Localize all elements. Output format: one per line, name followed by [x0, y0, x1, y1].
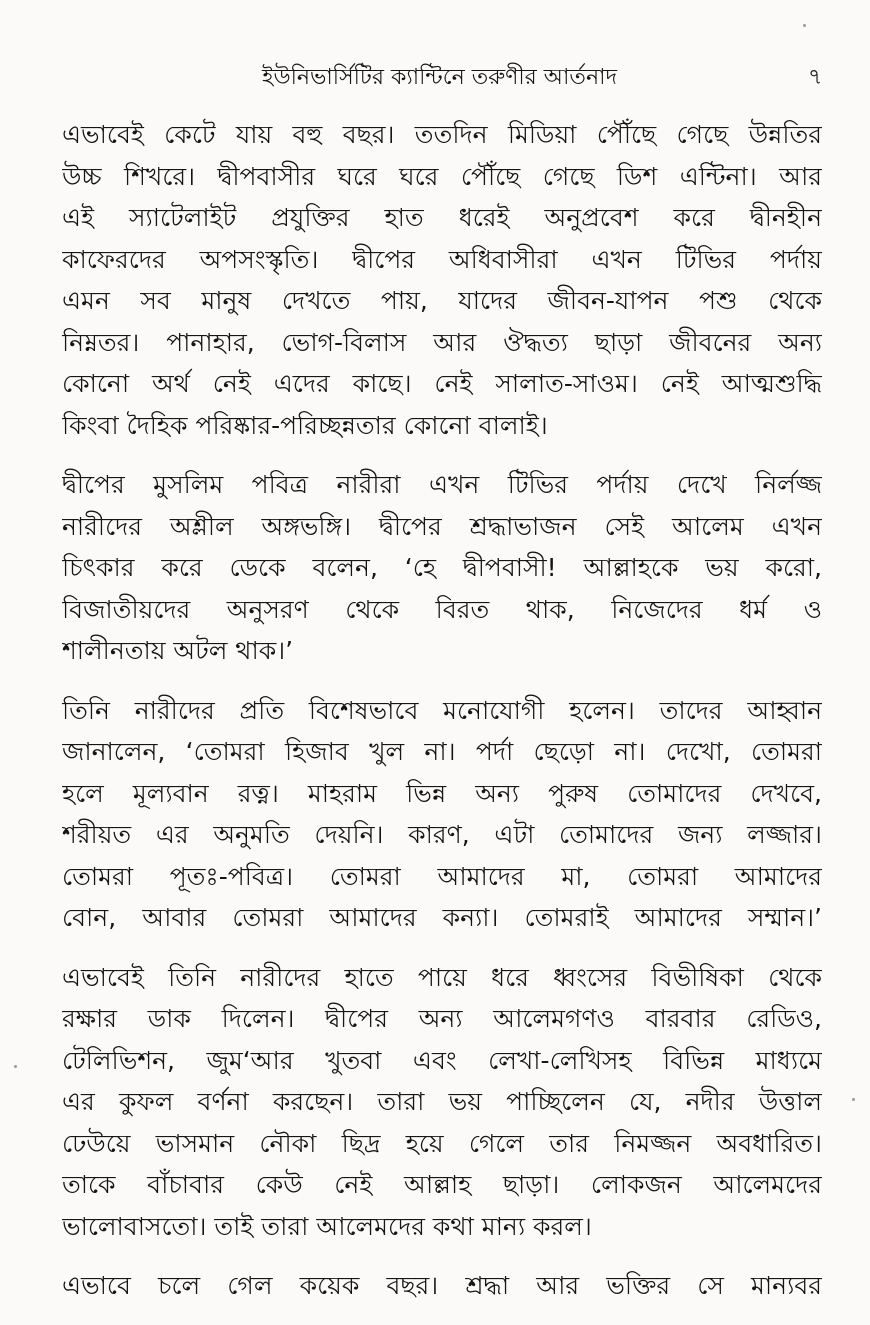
text-line: রক্ষার ডাক দিলেন। দ্বীপের অন্য আলেমগণও বারবার রেডিও, — [62, 1004, 822, 1033]
text-line: নিম্নতর। পানাহার, ভোগ-বিলাস আর ঔদ্ধত্য ছাড়া জীবনের অন্য — [62, 327, 822, 357]
text-line: ভালোবাসতো। তাই তারা আলেমদের কথা মান্য করল। — [62, 1211, 592, 1241]
paragraph-1 — [62, 114, 822, 446]
page-number: ৭ — [808, 65, 823, 90]
text-line: তোমরা পূতঃ-পবিত্র। তোমরা আমাদের মা, তোমরা আমাদের — [62, 861, 822, 891]
text-line: এর কুফল বর্ণনা করছেন। তারা ভয় পাচ্ছিলেন যে, নদীর উত্তাল — [62, 1087, 822, 1116]
paragraph-2 — [62, 464, 822, 672]
paragraph-3 — [62, 690, 822, 939]
text-line: কাফেরদের অপসংস্কৃতি। দ্বীপের অধিবাসীরা এখন টিভির পর্দায় — [62, 244, 822, 274]
running-header-title: ইউনিভার্সিটির ক্যান্টিনে তরুণীর আর্তনাদ — [262, 65, 618, 90]
text-line: কোনো অর্থ নেই এদের কাছে। নেই সালাত-সাওম। নেই আত্মশুদ্ধি — [62, 369, 822, 398]
text-line: হলে মূল্যবান রত্ন। মাহরাম ভিন্ন অন্য পুরুষ তোমাদের দেখবে, — [62, 778, 822, 808]
text-line: দ্বীপের মুসলিম পবিত্র নারীরা এখন টিভির পর্দায় দেখে নির্লজ্জ — [62, 470, 822, 499]
text-line: চিৎকার করে ডেকে বলেন, ‘হে দ্বীপবাসী! আল্লাহকে ভয় করো, — [62, 553, 822, 582]
text-line: উচ্চ শিখরে। দ্বীপবাসীর ঘরে ঘরে পৌঁছে গেছে ডিশ এন্টিনা। আর — [62, 161, 822, 191]
paragraph-4 — [62, 957, 822, 1248]
text-line: জানালেন, ‘তোমরা হিজাব খুল না। পর্দা ছেড়ো না। দেখো, তোমরা — [62, 737, 822, 766]
text-line: তাকে বাঁচাবার কেউ নেই আল্লাহ ছাড়া। লোকজন আলেমদের — [62, 1170, 822, 1199]
text-line: এই স্যাটেলাইট প্রযুক্তির হাত ধরেই অনুপ্রবেশ করে দ্বীনহীন — [62, 203, 822, 232]
text-line: এভাবেই তিনি নারীদের হাতে পায়ে ধরে ধ্বংসের বিভীষিকা থেকে — [62, 962, 822, 992]
paper-speck — [14, 1065, 17, 1068]
text-line: তিনি নারীদের প্রতি বিশেষভাবে মনোযোগী হলেন। তাদের আহ্বান — [62, 695, 822, 725]
text-line: এভাবেই কেটে যায় বহু বছর। ততদিন মিডিয়া পৌঁছে গেছে উন্নতির — [62, 120, 822, 149]
text-line: শালীনতায় অটল থাক।’ — [62, 636, 294, 665]
text-line: এভাবে চলে গেল কয়েক বছর। শ্রদ্ধা আর ভক্তির সে মান্যবর — [62, 1271, 822, 1300]
text-line: নারীদের অশ্লীল অঙ্গভঙ্গি। দ্বীপের শ্রদ্ধাভাজন সেই আলেম এখন — [62, 511, 822, 541]
text-line: বিজাতীয়দের অনুসরণ থেকে বিরত থাক, নিজেদের ধর্ম ও — [62, 594, 822, 624]
text-line: ঢেউয়ে ভাসমান নৌকা ছিদ্র হয়ে গেলে তার নিমজ্জন অবধারিত। — [62, 1128, 822, 1158]
text-line: শরীয়ত এর অনুমতি দেয়নি। কারণ, এটা তোমাদের জন্য লজ্জার। — [62, 820, 822, 849]
paper-speck — [852, 1098, 855, 1101]
paper-speck — [803, 24, 806, 27]
running-header — [0, 62, 870, 102]
text-line: বোন, আবার তোমরা আমাদের কন্যা। তোমরাই আমাদের সম্মান।’ — [62, 903, 822, 932]
paragraph-5 — [62, 1265, 822, 1307]
text-line: কিংবা দৈহিক পরিষ্কার-পরিচ্ছন্নতার কোনো বালাই। — [62, 410, 548, 440]
text-line: এমন সব মানুষ দেখতে পায়, যাদের জীবন-যাপন পশু থেকে — [62, 286, 822, 315]
text-line: টেলিভিশন, জুম‘আর খুতবা এবং লেখা-লেখিসহ বিভিন্ন মাধ্যমে — [62, 1045, 822, 1075]
body-text — [62, 114, 822, 1325]
